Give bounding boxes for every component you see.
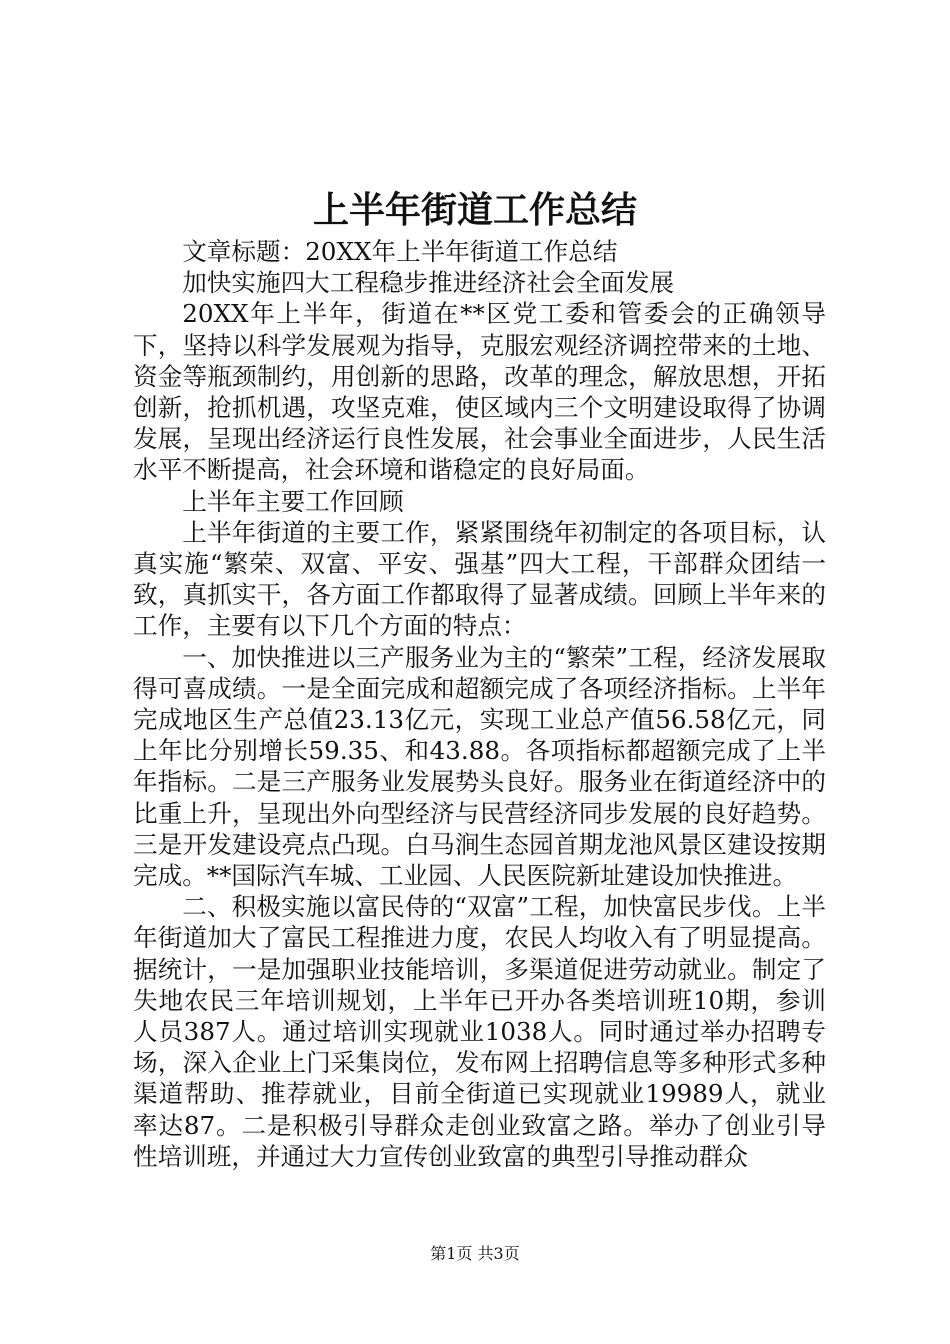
paragraph-subtitle: 加快实施四大工程稳步推进经济社会全面发展: [182, 268, 675, 298]
paragraph-section-heading: 上半年主要工作回顾: [182, 486, 404, 516]
paragraph-intro: 20XX年上半年，街道在**区党工委和管委会的正确领导下，坚持以科学发展观为指导，克服宏观经济调控带来的土地、资金等瓶颈制约，用创新的思路，改革的理念，解放思想，开拓创新，抢抓机遇，攻坚克难，使区域内三个文明建设取得了协调发展，呈现出经济运行良性发展，社会事业全面进步，人民生活水平不断提高，社会环境和谐稳定的良好局面。: [133, 299, 826, 485]
paragraph-overview: 上半年街道的主要工作，紧紧围绕年初制定的各项目标，认真实施“繁荣、双富、平安、强基”四大工程，干部群众团结一致，真抓实干，各方面工作都取得了显著成绩。回顾上半年来的工作，主要有以下几个方面的特点：: [133, 517, 826, 641]
page-footer: 第1页 共3页: [430, 1244, 520, 1263]
paragraph-article-title: 文章标题：20XX年上半年街道工作总结: [182, 237, 618, 266]
document-body: [133, 236, 826, 1172]
document-title: 上半年街道工作总结: [312, 189, 637, 231]
paragraph-point-two: 二、积极实施以富民侍的“双富”工程，加快富民步伐。上半年街道加大了富民工程推进力度，农民人均收入有了明显提高。据统计，一是加强职业技能培训，多渠道促进劳动就业。制定了失地农民三年培训规划，上半年已开办各类培训班10期，参训人员387人。通过培训实现就业1038人。同时通过举办招聘专场，深入企业上门采集岗位，发布网上招聘信息等多种形式多种渠道帮助、推荐就业，目前全街道已实现就业19989人，就业率达87。二是积极引导群众走创业致富之路。举办了创业引导性培训班，并通过大力宣传创业致富的典型引导推动群众: [133, 892, 826, 1171]
paragraph-point-one: 一、加快推进以三产服务业为主的“繁荣”工程，经济发展取得可喜成绩。一是全面完成和超额完成了各项经济指标。上半年完成地区生产总值23.13亿元，实现工业总产值56.58亿元，同上年比分别增长59.35、和43.88。各项指标都超额完成了上半年指标。二是三产服务业发展势头良好。服务业在街道经济中的比重上升，呈现出外向型经济与民营经济同步发展的良好趋势。三是开发建设亮点凸现。白马涧生态园首期龙池风景区建设按期完成。**国际汽车城、工业园、人民医院新址建设加快推进。: [133, 642, 826, 891]
